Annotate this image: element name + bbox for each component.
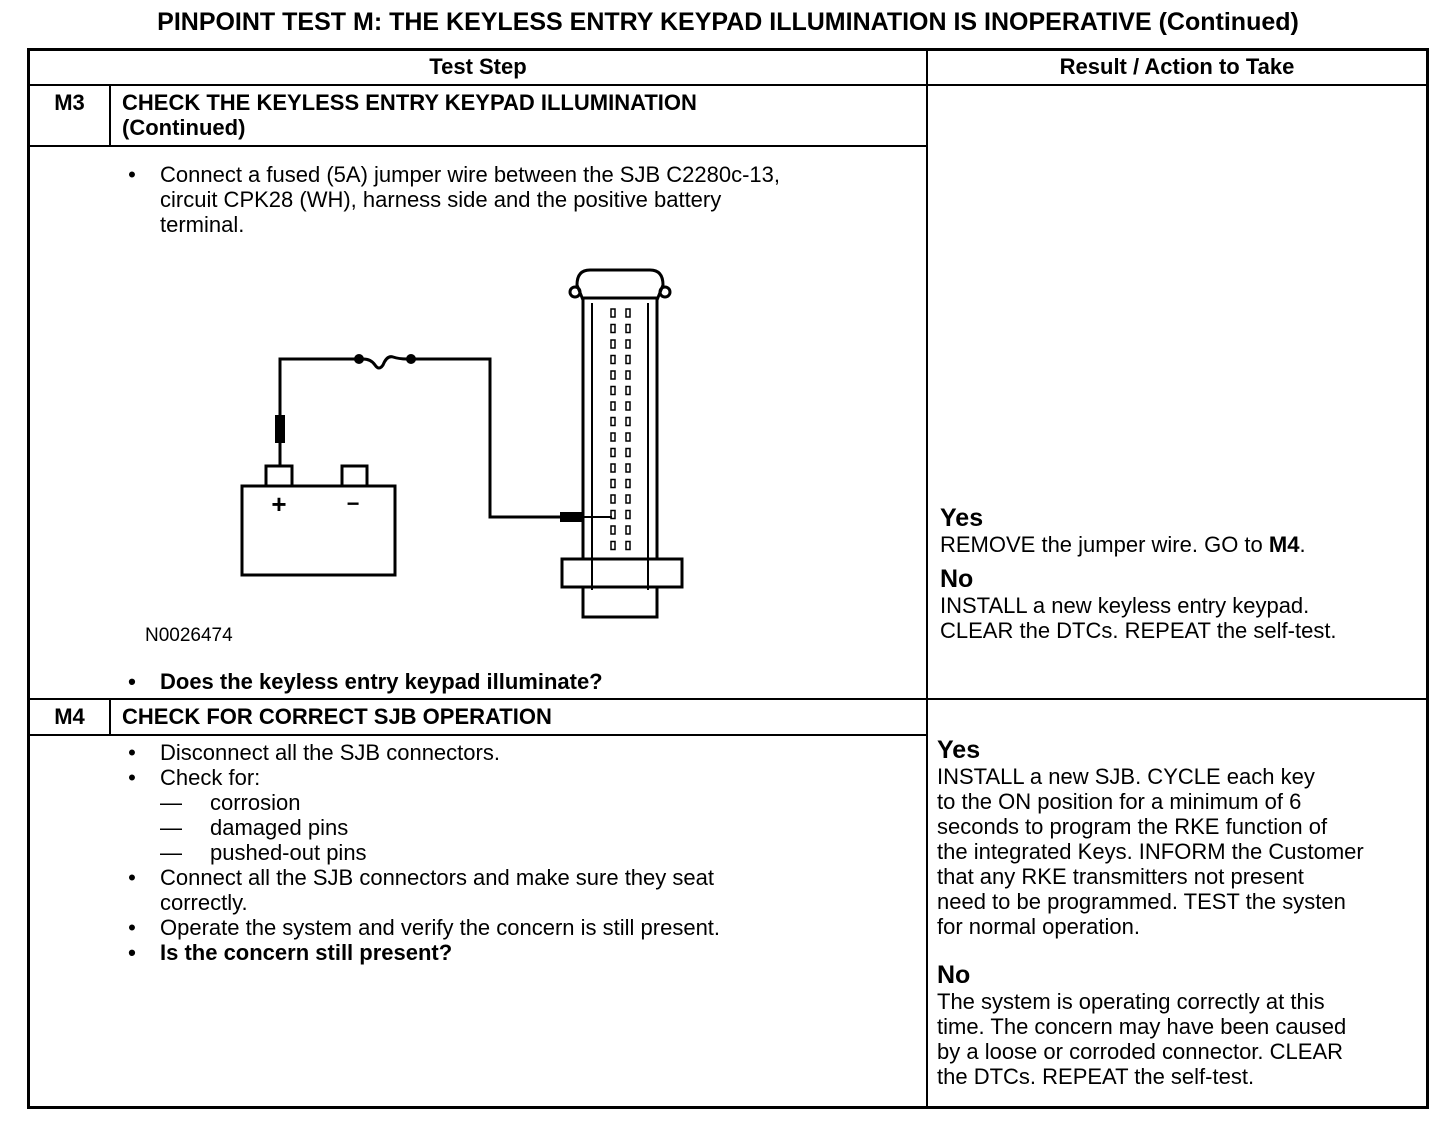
- connector-pin: [611, 309, 615, 317]
- no-label: No: [940, 565, 974, 593]
- figure-id: N0026474: [145, 625, 233, 646]
- connector-pin: [611, 542, 615, 550]
- result-line: time. The concern may have been caused: [937, 1014, 1347, 1039]
- connector-pin: [611, 325, 615, 333]
- list-item: • Operate the system and verify the concern is still present.: [128, 915, 721, 940]
- connector-pin: [611, 387, 615, 395]
- connector-pin: [611, 371, 615, 379]
- result-line: that any RKE transmitters not present: [937, 864, 1304, 889]
- list-item: • Check for:: [128, 765, 261, 790]
- battery-minus: −: [346, 491, 360, 516]
- no-action: [937, 989, 1364, 1089]
- connector-pin: [626, 402, 630, 410]
- result-line: need to be programmed. TEST the systen: [937, 889, 1346, 914]
- connector-pin: [626, 449, 630, 457]
- goto-link[interactable]: M4: [1268, 532, 1300, 557]
- connector-pin: [611, 480, 615, 488]
- connector-pin: [611, 340, 615, 348]
- battery-icon: [242, 466, 395, 575]
- result-line: to the ON position for a minimum of 6: [937, 789, 1302, 814]
- probe-icon: [560, 512, 584, 522]
- step-heading-m3: CHECK THE KEYLESS ENTRY KEYPAD ILLUMINATION (Continued): [122, 90, 697, 140]
- page-title: PINPOINT TEST M: THE KEYLESS ENTRY KEYPAD ILLUMINATION IS INOPERATIVE (Continued): [157, 8, 1299, 36]
- result-line: INSTALL a new SJB. CYCLE each key: [937, 764, 1315, 789]
- connector-pin: [611, 356, 615, 364]
- list-item: — damaged pins: [160, 815, 349, 840]
- connector-pin: [611, 449, 615, 457]
- connector-pins: [611, 309, 630, 550]
- step-id-m3: M3: [54, 90, 85, 115]
- connector-pin: [626, 356, 630, 364]
- connector-pin: [611, 495, 615, 503]
- result-line: for normal operation.: [937, 914, 1140, 939]
- connector-pin: [626, 511, 630, 519]
- header-result: Result / Action to Take: [1059, 54, 1295, 79]
- connector-pin: [611, 433, 615, 441]
- no-label: No: [937, 961, 971, 989]
- battery-plus: +: [271, 489, 287, 519]
- header-test-step: Test Step: [429, 54, 527, 79]
- m4-result: [937, 736, 1364, 1089]
- list-item: • Does the keyless entry keypad illuminate?: [128, 669, 603, 694]
- connector-pin: [626, 480, 630, 488]
- m4-instructions: [122, 740, 720, 965]
- connector-pin: [626, 495, 630, 503]
- no-action: INSTALL a new keyless entry keypad. CLEAR the DTCs. REPEAT the self-test.: [940, 593, 1337, 643]
- connector-pin: [611, 464, 615, 472]
- list-item: — corrosion: [160, 790, 301, 815]
- jumper-wire: [280, 357, 583, 517]
- m3-result: [940, 504, 1337, 643]
- yes-label: Yes: [937, 736, 981, 764]
- list-item: • Connect all the SJB connectors and make sure they seat correctly.: [128, 865, 714, 915]
- connector-pin: [611, 526, 615, 534]
- result-line: the integrated Keys. INFORM the Customer: [937, 839, 1364, 864]
- connector-pin: [626, 325, 630, 333]
- clip-icon: [275, 415, 285, 443]
- step-heading-m4: CHECK FOR CORRECT SJB OPERATION: [122, 704, 552, 729]
- result-line: by a loose or corroded connector. CLEAR: [937, 1039, 1344, 1064]
- yes-action: REMOVE the jumper wire. GO to M4.: [940, 532, 1306, 557]
- list-item: — pushed-out pins: [160, 840, 367, 865]
- connector-pin: [626, 542, 630, 550]
- sjb-connector-icon: [562, 270, 682, 617]
- result-line: seconds to program the RKE function of: [937, 814, 1328, 839]
- connector-pin: [611, 511, 615, 519]
- connector-pin: [626, 340, 630, 348]
- yes-action: [937, 764, 1364, 939]
- list-item: • Is the concern still present?: [128, 940, 453, 965]
- connector-pin: [626, 371, 630, 379]
- m3-question: [122, 669, 603, 694]
- connector-pin: [626, 387, 630, 395]
- step-id-m4: M4: [54, 704, 85, 729]
- result-line: the DTCs. REPEAT the self-test.: [937, 1064, 1255, 1089]
- connector-pin: [611, 402, 615, 410]
- connector-pin: [626, 464, 630, 472]
- yes-label: Yes: [940, 504, 984, 532]
- connector-pin: [626, 418, 630, 426]
- connector-pin: [626, 433, 630, 441]
- connector-pin: [611, 418, 615, 426]
- list-item: • Connect a fused (5A) jumper wire between the SJB C2280c-13, circuit CPK28 (WH), harness side and the positive battery terminal.: [128, 162, 780, 237]
- connector-pin: [626, 309, 630, 317]
- list-item: • Disconnect all the SJB connectors.: [128, 740, 500, 765]
- connector-pin: [626, 526, 630, 534]
- result-line: The system is operating correctly at this: [937, 989, 1325, 1014]
